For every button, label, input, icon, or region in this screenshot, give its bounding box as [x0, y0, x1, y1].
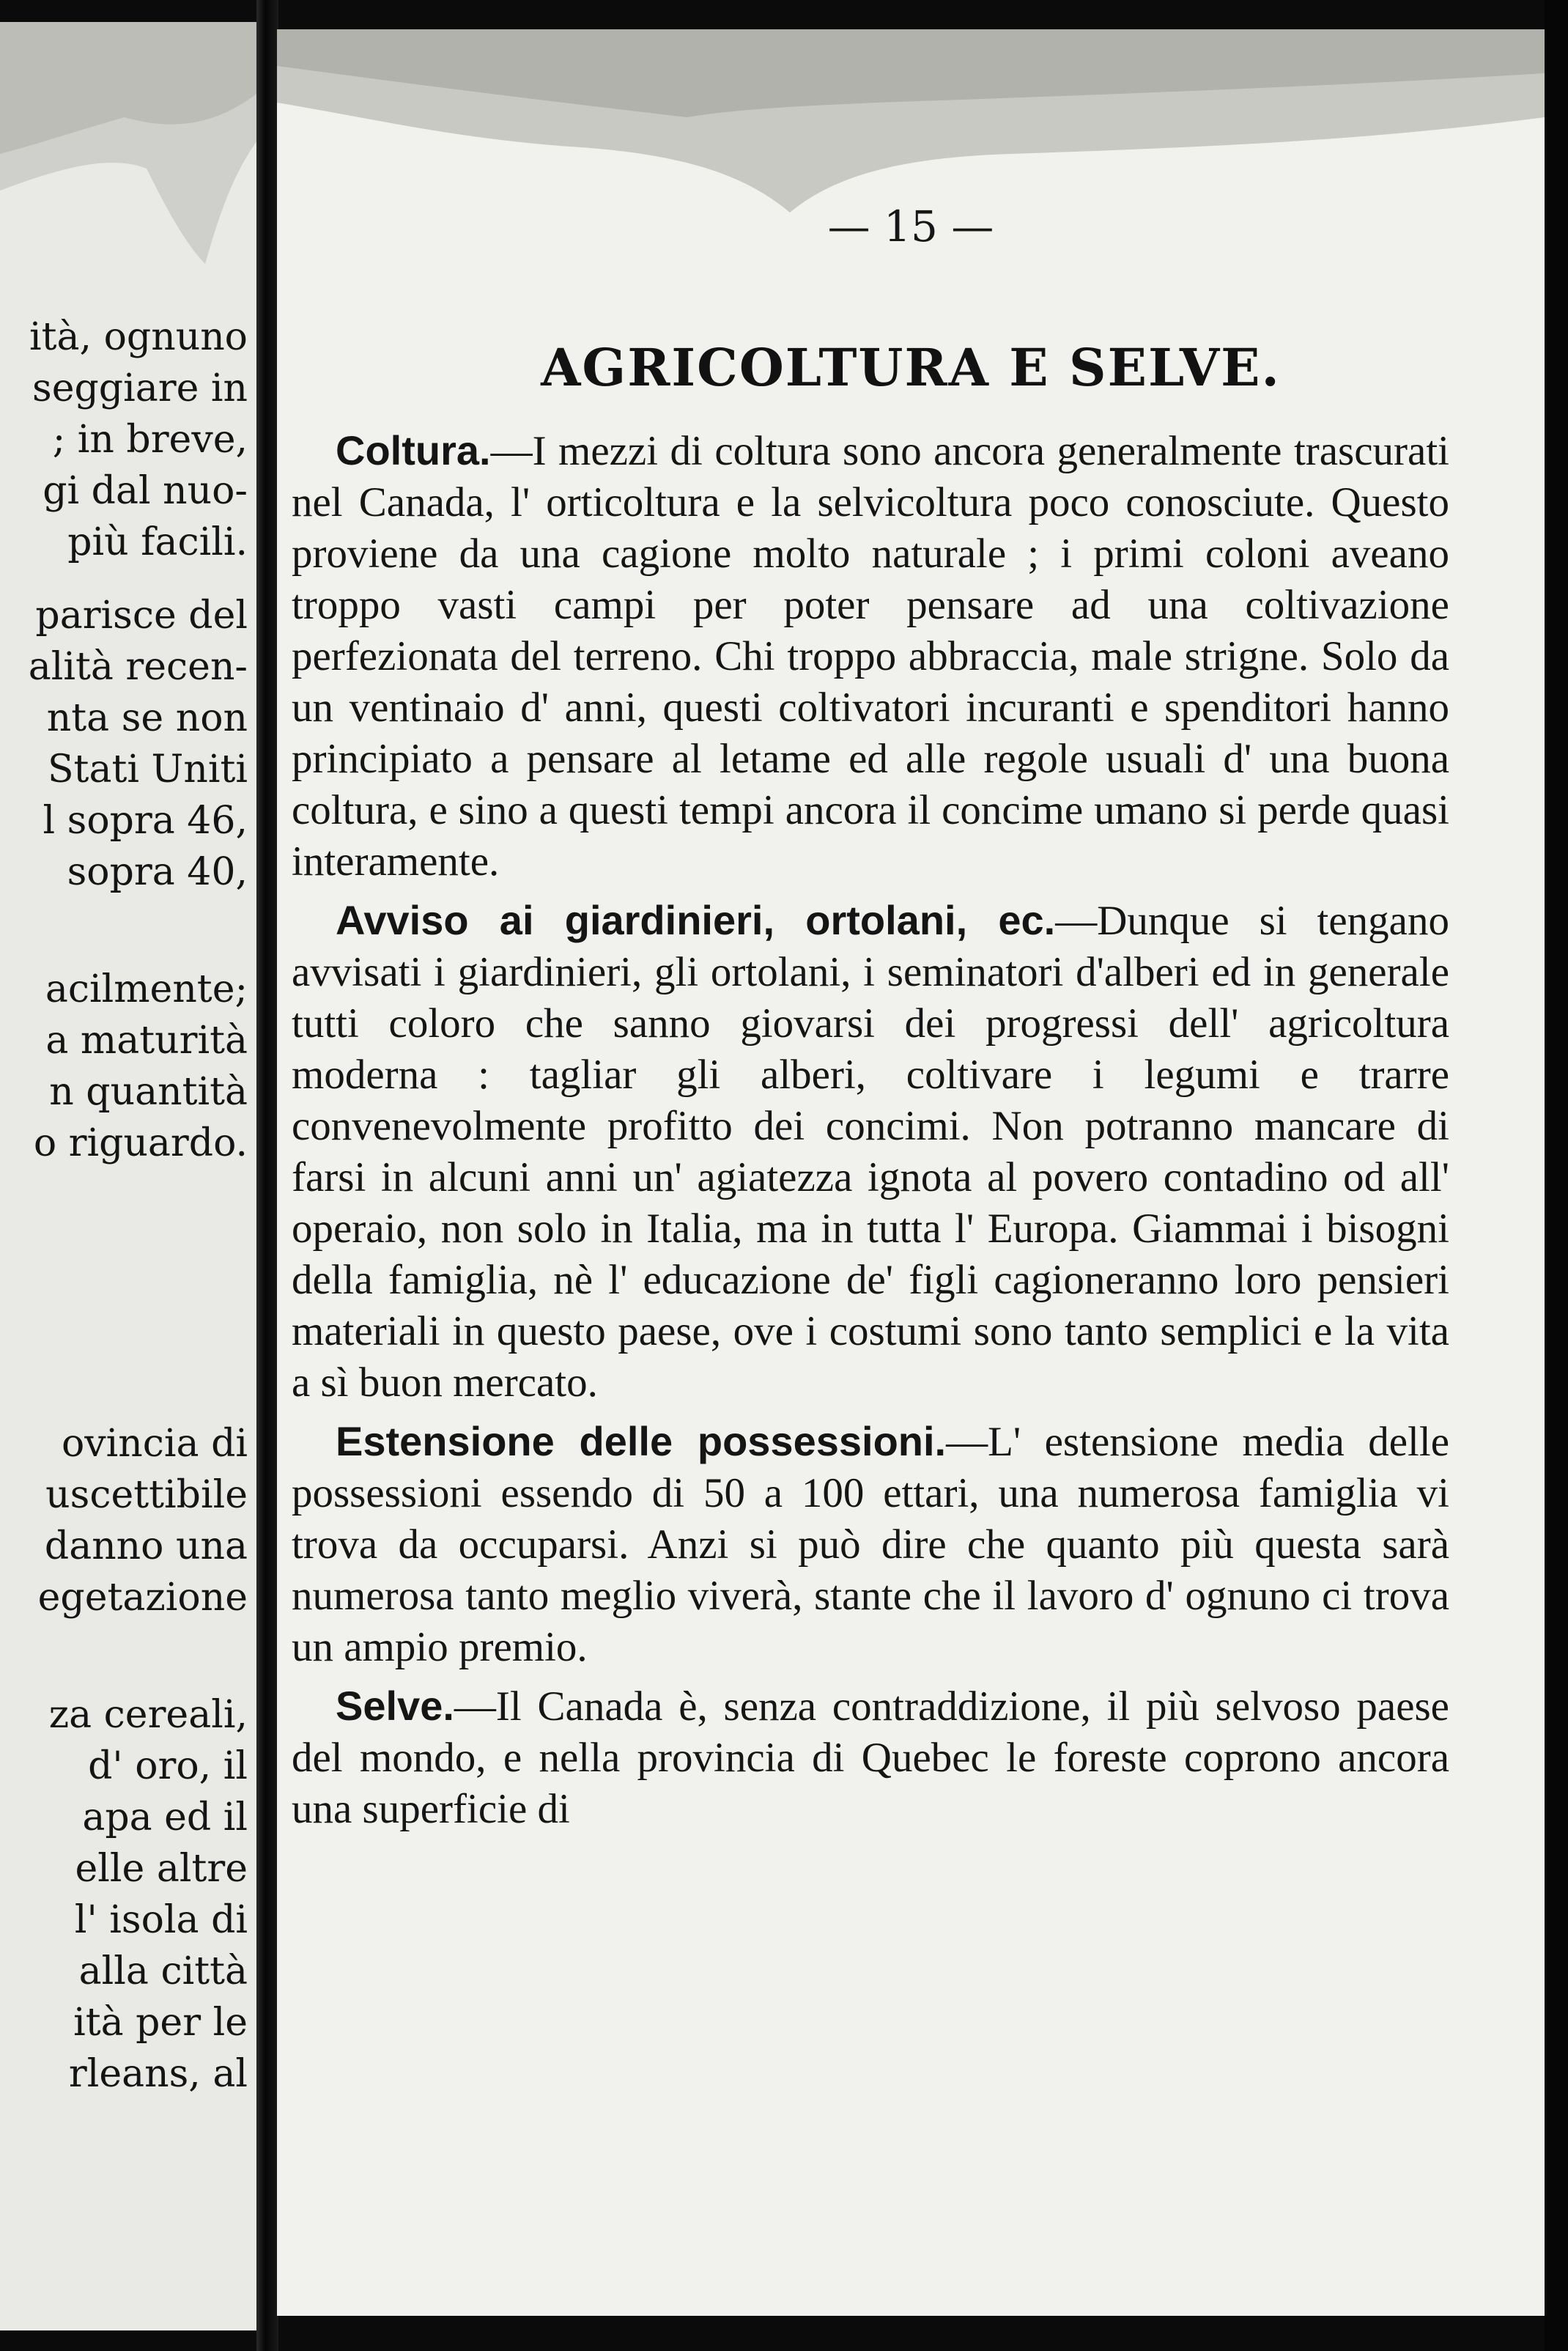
paragraph-heading: Selve.	[336, 1683, 454, 1729]
left-line: ovincia di	[61, 1422, 248, 1466]
page-15	[277, 29, 1545, 2316]
paragraph-estensione	[292, 1416, 1449, 1673]
paragraph-text: —Il Canada è, senza contraddizione, il più selvoso paese del mondo, e nella provincia di Quebec le foreste coprono ancora una superficie di	[292, 1683, 1449, 1832]
left-page-fragment	[0, 22, 264, 2330]
paragraph-text: —Dunque si tengano avvisati i giardinieri, gli ortolani, i seminatori d'alberi ed in generale tutti coloro che sanno giovarsi dei progressi dell' agricoltura moderna : tagliar gli alberi, coltivare i legumi e trarre convenevolmente profitto dei concimi. Non potranno mancare di farsi in alcuni anni un' agiatezza ignota al povero contadino od all' operaio, non solo in Italia, ma in tutta l' Europa. Giammai i bisogni della famiglia, nè l' educazione de' figli cagioneranno loro pensieri materiali in questo paese, ove i costumi sono tanto semplici e la vita a sì buon mercato.	[292, 898, 1449, 1406]
left-line: l' isola di	[74, 1898, 248, 1942]
paragraph-text: —L' estensione media delle possessioni essendo di 50 a 100 ettari, una numerosa famiglia vi trova da occuparsi. Anzi si può dire che quanto più questa sarà numerosa tanto meglio viverà, stante che il lavoro d' ognuno ci trova un ampio premio.	[292, 1419, 1449, 1670]
left-line: danno una	[44, 1524, 248, 1568]
left-line: o riguardo.	[33, 1121, 248, 1165]
article-body	[292, 425, 1449, 1842]
paragraph-selve	[292, 1680, 1449, 1835]
left-line: egetazione	[37, 1576, 248, 1620]
paragraph-heading: Coltura.	[336, 427, 491, 473]
left-line: apa ed il	[82, 1795, 248, 1839]
left-line: seggiare in	[32, 366, 248, 410]
left-line: alla città	[78, 1949, 248, 1993]
left-line: ità, ognuno	[29, 315, 248, 359]
left-line: ; in breve,	[52, 418, 248, 462]
left-line: l sopra 46,	[42, 799, 248, 843]
paragraph-text: —I mezzi di coltura sono ancora generalmente trascurati nel Canada, l' orticoltura e la selvicoltura poco conosciute. Questo proviene da una cagione molto naturale ; i primi coloni aveano troppo vasti campi per poter pensare ad una coltivazione perfezionata del terreno. Chi troppo abbraccia, male strigne. Solo da un ventinaio d' anni, questi coltivatori incuranti e spenditori hanno principiato a pensare al letame ed alle regole usuali d' una buona coltura, e sino a questi tempi ancora il concime umano si perde quasi interamente.	[292, 428, 1449, 885]
left-line: Stati Uniti	[47, 748, 248, 791]
section-heading: AGRICOLTURA E SELVE.	[541, 337, 1281, 398]
left-line: a maturità	[45, 1019, 248, 1063]
left-line: parisce del	[35, 594, 248, 638]
left-line: nta se non	[46, 696, 248, 740]
left-line: za cereali,	[48, 1693, 248, 1737]
page-number: — 15 —	[827, 202, 994, 251]
left-line: più facili.	[67, 520, 248, 564]
left-line: d' oro, il	[88, 1744, 248, 1788]
binding-gutter	[256, 0, 278, 2351]
left-line: sopra 40,	[67, 850, 248, 894]
paragraph-avviso	[292, 895, 1449, 1409]
left-line: rleans, al	[68, 2052, 248, 2096]
left-line: alità recen-	[28, 645, 248, 689]
left-line: gi dal nuo-	[42, 469, 248, 513]
left-line: uscettibile	[45, 1473, 248, 1517]
paragraph-heading: Avviso ai giardinieri, ortolani, ec.	[336, 897, 1056, 943]
paragraph-coltura	[292, 425, 1449, 887]
paragraph-heading: Estensione delle possessioni.	[336, 1418, 947, 1464]
left-line: acilmente;	[45, 967, 248, 1011]
scan-border	[1545, 0, 1568, 2351]
left-line: n quantità	[49, 1070, 248, 1114]
left-line: elle altre	[75, 1847, 248, 1891]
left-line: ità per le	[73, 2001, 248, 2045]
page-tear-shadow	[0, 22, 264, 330]
